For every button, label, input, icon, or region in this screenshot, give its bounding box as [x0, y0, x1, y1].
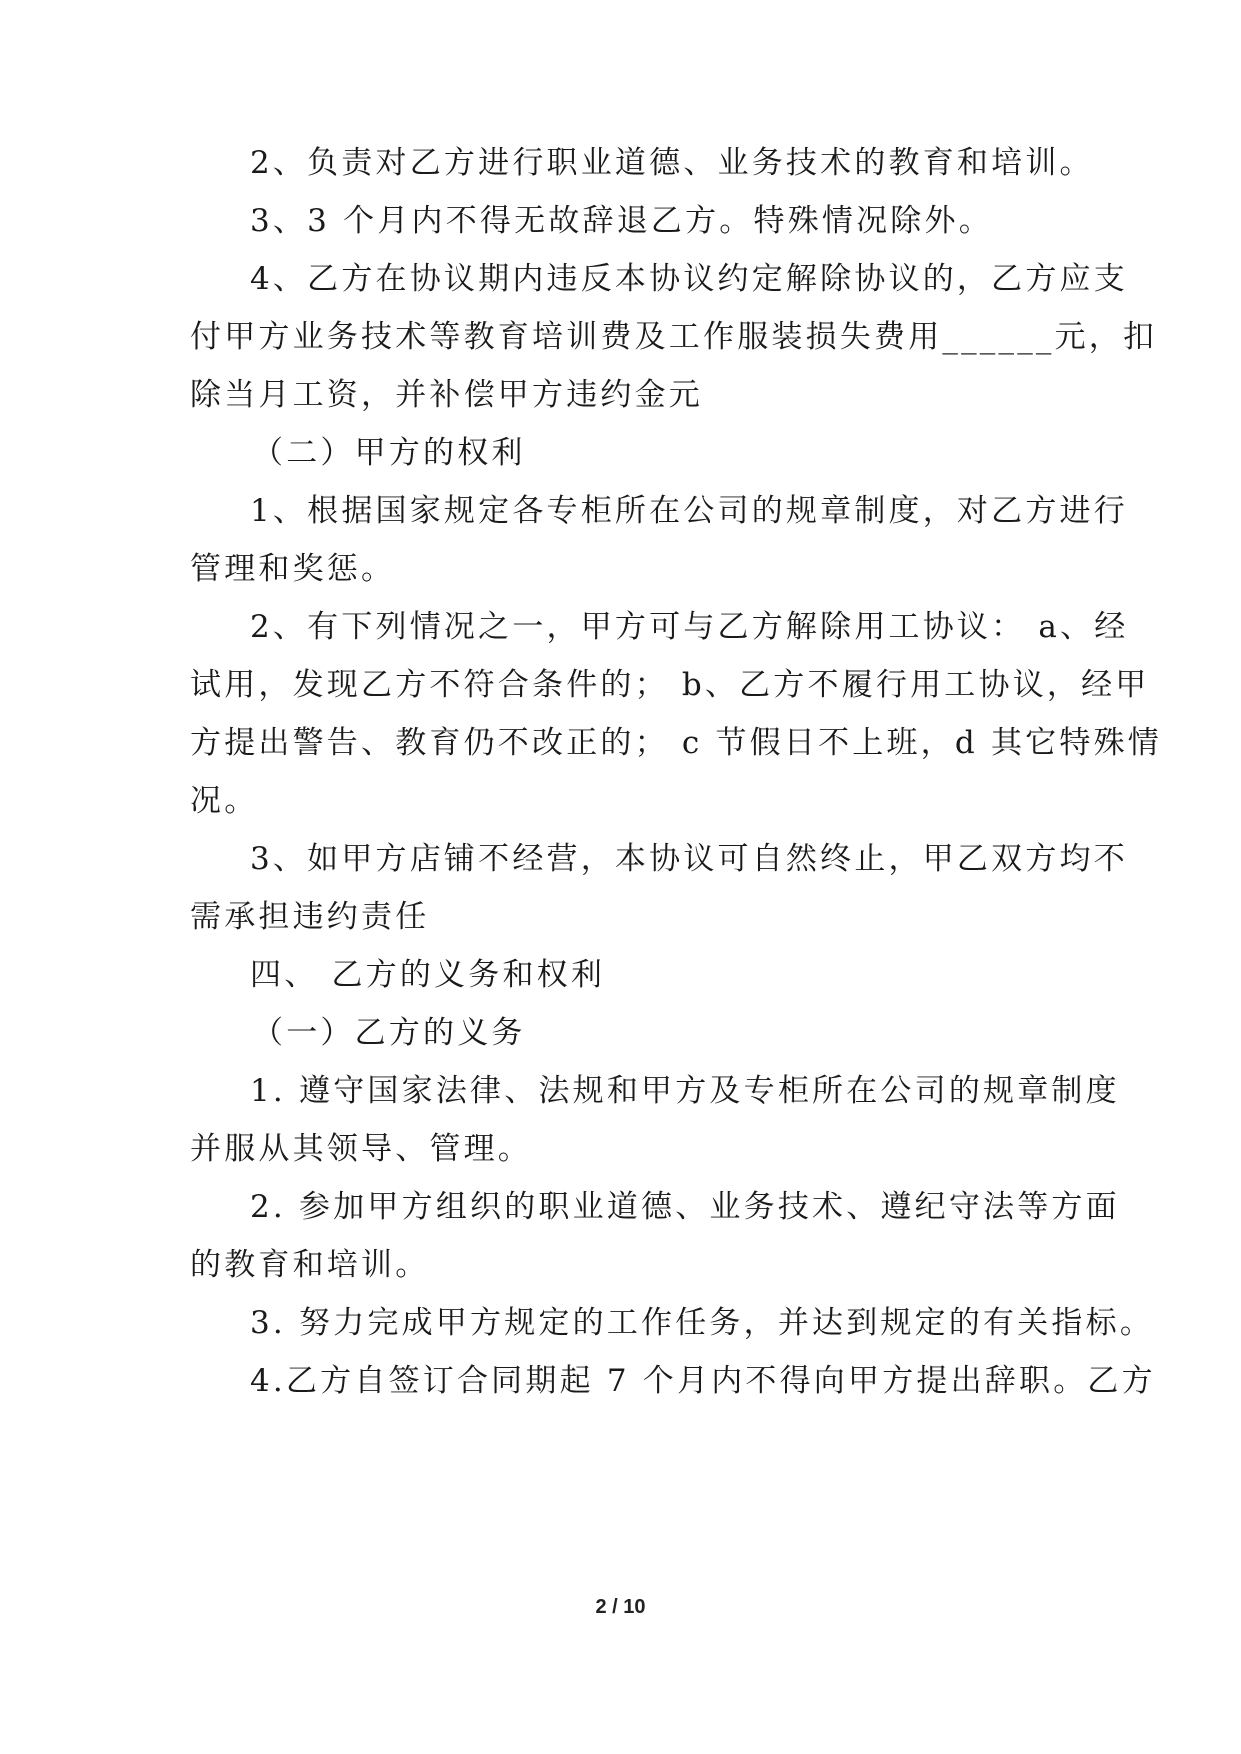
paragraph-line: 2、负责对乙方进行职业道德、业务技术的教育和培训。 — [250, 145, 1094, 181]
section-heading: （一）乙方的义务 — [252, 1015, 526, 1051]
paragraph-line: 管理和奖惩。 — [190, 551, 396, 587]
paragraph-line: 需承担违约责任 — [190, 899, 430, 935]
section-heading: 四、 乙方的义务和权利 — [250, 957, 606, 993]
paragraph-line: 除当月工资，并补偿甲方违约金元 — [190, 377, 703, 413]
paragraph-line: 试用，发现乙方不符合条件的； b、乙方不履行用工协议，经甲 — [190, 667, 1150, 703]
paragraph-line: 付甲方业务技术等教育培训费及工作服装损失费用______元，扣 — [190, 319, 1158, 355]
paragraph-line: 1. 遵守国家法律、法规和甲方及专柜所在公司的规章制度 — [250, 1073, 1120, 1109]
section-heading: （二）甲方的权利 — [252, 435, 526, 471]
paragraph-line: 3、3 个月内不得无故辞退乙方。特殊情况除外。 — [250, 203, 993, 239]
paragraph-line: 2、有下列情况之一，甲方可与乙方解除用工协议： a、经 — [250, 609, 1129, 645]
page-number: 2 / 10 — [595, 1596, 646, 1618]
paragraph-line: 2. 参加甲方组织的职业道德、业务技术、遵纪守法等方面 — [250, 1189, 1120, 1225]
paragraph-line: 1、根据国家规定各专柜所在公司的规章制度，对乙方进行 — [250, 493, 1128, 529]
paragraph-line: 3. 努力完成甲方规定的工作任务，并达到规定的有关指标。 — [250, 1305, 1155, 1341]
paragraph-line: 并服从其领导、管理。 — [190, 1131, 532, 1167]
paragraph-line: 方提出警告、教育仍不改正的； c 节假日不上班，d 其它特殊情 — [190, 725, 1162, 761]
paragraph-line: 3、如甲方店铺不经营，本协议可自然终止，甲乙双方均不 — [250, 841, 1128, 877]
paragraph-line: 况。 — [190, 783, 259, 819]
paragraph-line: 的教育和培训。 — [190, 1247, 430, 1283]
paragraph-line: 4、乙方在协议期内违反本协议约定解除协议的，乙方应支 — [250, 261, 1128, 297]
paragraph-line: 4.乙方自签订合同期起 7 个月内不得向甲方提出辞职。乙方 — [250, 1363, 1156, 1399]
